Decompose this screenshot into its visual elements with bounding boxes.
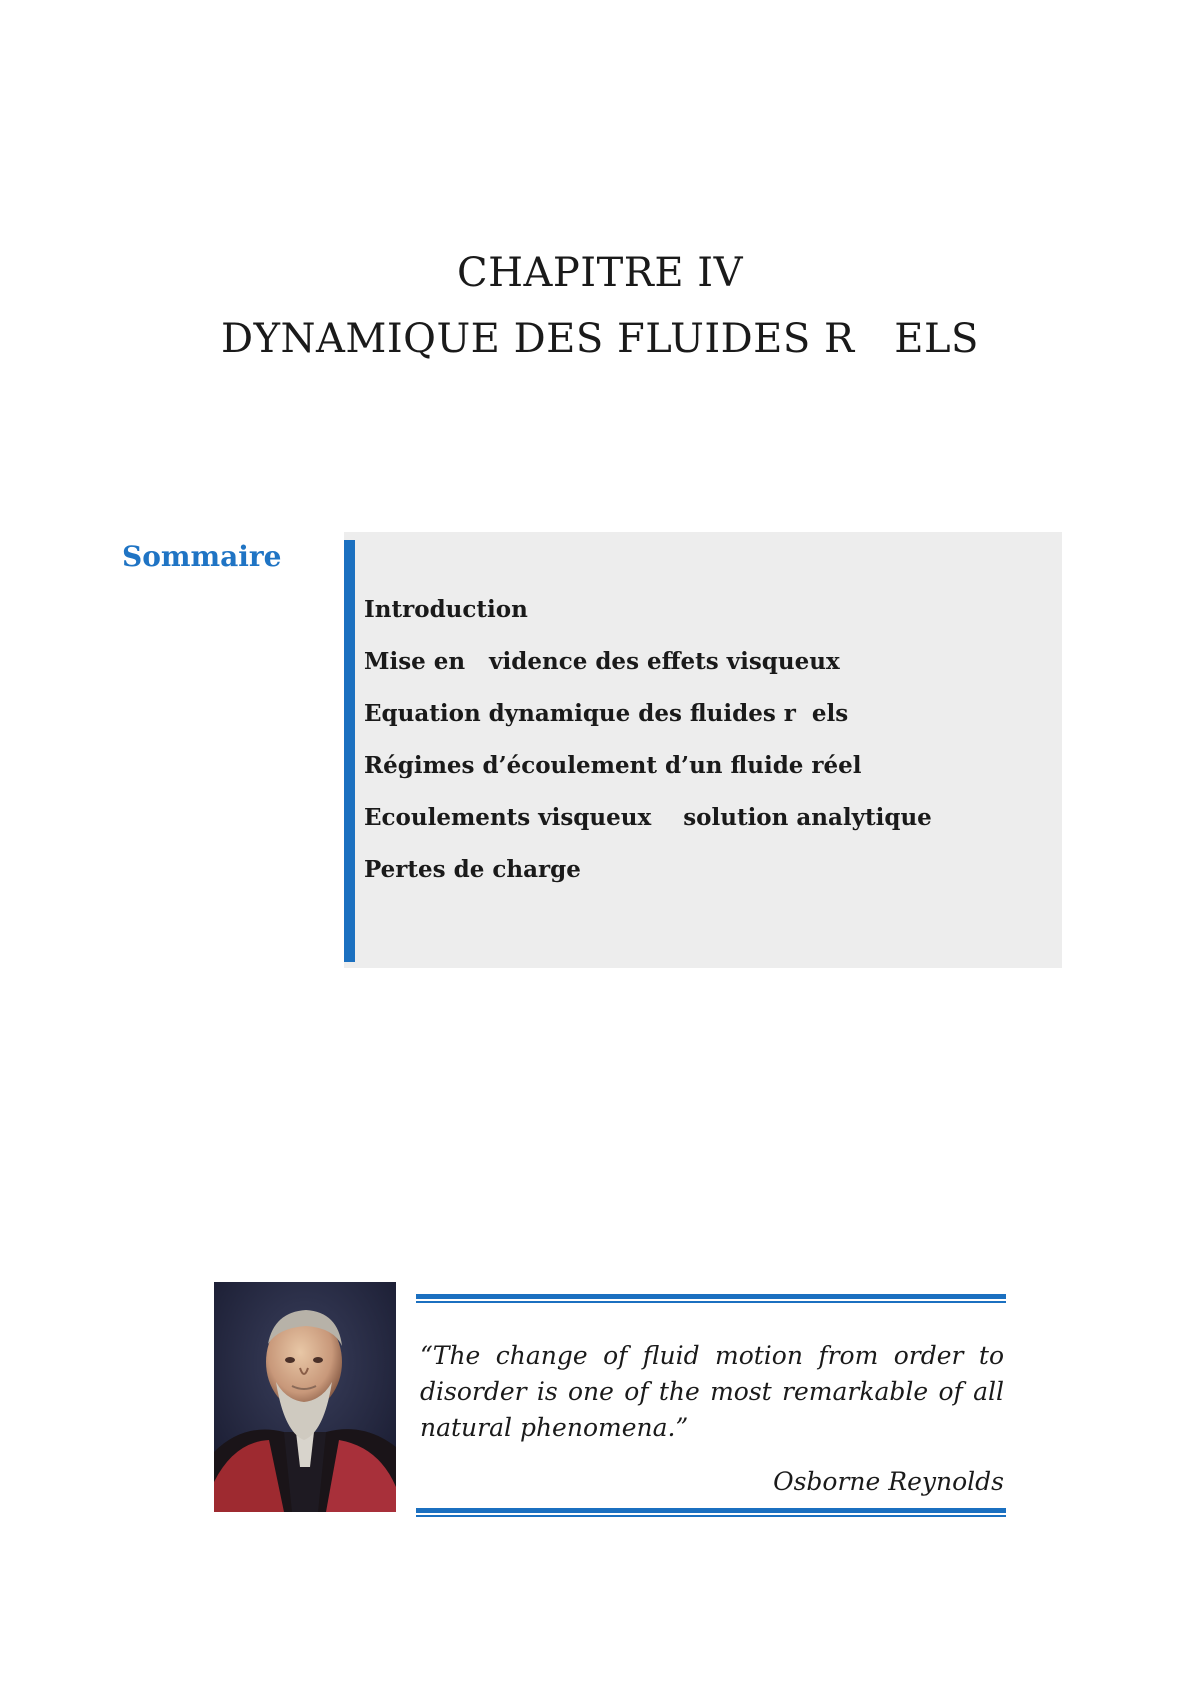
summary-item: Introduction xyxy=(364,596,528,623)
summary-label: Sommaire xyxy=(122,540,282,573)
summary-item: Equation dynamique des fluides r els xyxy=(364,700,849,727)
portrait-image xyxy=(214,1282,396,1512)
quote-text: “The change of fluid motion from order to disorder is one of the most remarkable of all natural phenomena.” xyxy=(420,1341,1004,1442)
quote-top-rule xyxy=(416,1294,1006,1303)
chapter-title xyxy=(0,240,1200,372)
summary-accent-bar xyxy=(344,540,355,962)
quote-bottom-rule xyxy=(416,1508,1006,1517)
summary-item: Régimes d’écoulement d’un fluide réel xyxy=(364,752,862,779)
chapter-number: CHAPITRE IV xyxy=(457,250,743,296)
summary-item: Pertes de charge xyxy=(364,856,581,883)
summary-item: Mise en vidence des effets visqueux xyxy=(364,648,840,675)
quote-author: Osborne Reynolds xyxy=(773,1467,1004,1496)
chapter-name: DYNAMIQUE DES FLUIDES R ELS xyxy=(221,316,979,362)
summary-list xyxy=(364,584,932,896)
summary-item: Ecoulements visqueux solution analytique xyxy=(364,804,932,831)
